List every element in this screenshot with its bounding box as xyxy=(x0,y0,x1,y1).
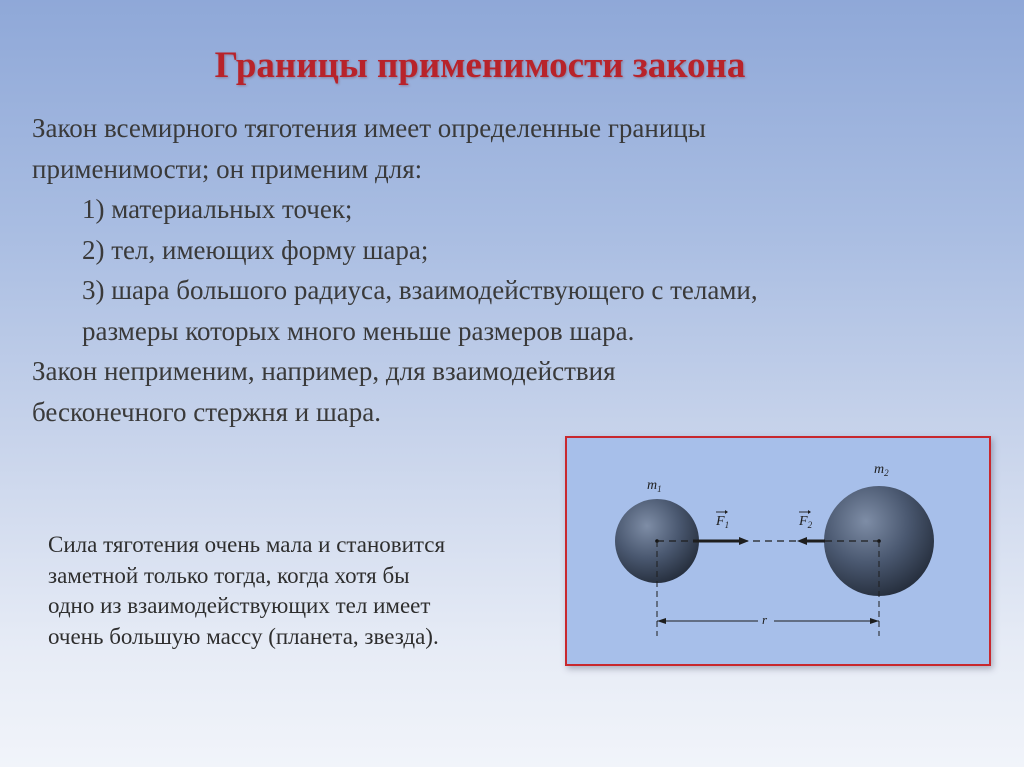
distance-label: r xyxy=(762,612,768,627)
dimension-arrow-left xyxy=(657,618,666,624)
gravity-diagram xyxy=(565,436,991,666)
mass-2-label: $m_2$ xyxy=(874,462,889,478)
note-line-1: Сила тяготения очень мала и становится xyxy=(48,532,446,557)
mass-1-label: $m_1$ xyxy=(647,478,662,494)
force-1-vector-tip xyxy=(725,510,728,514)
slide-title: Границы применимости закона xyxy=(214,45,746,86)
force-2-vector-tip xyxy=(808,510,811,514)
intro-line-2: применимости; он применим для: xyxy=(32,153,423,184)
force-1-label: $F_1$ xyxy=(716,514,730,530)
list-item-1: 1) материальных точек; xyxy=(82,194,353,224)
note-line-3: одно из взаимодействующих тел имеет xyxy=(48,593,431,618)
note-line-4: очень большую массу (планета, звезда). xyxy=(48,623,439,649)
law-description xyxy=(32,108,972,432)
exception-line-2: бесконечного стержня и шара. xyxy=(32,396,381,427)
force-2-label: $F_2$ xyxy=(799,514,813,530)
exception-line-1: Закон неприменим, например, для взаимодействия xyxy=(32,356,616,386)
list-item-3-line-2: размеры которых много меньше размеров шара. xyxy=(82,315,635,346)
force-2-arrowhead xyxy=(797,537,807,545)
note-line-2: заметной только тогда, когда хотя бы xyxy=(48,562,410,588)
dimension-arrow-right xyxy=(870,618,879,624)
gravity-note xyxy=(48,530,558,652)
force-1-arrowhead xyxy=(739,537,749,545)
gravity-diagram-svg xyxy=(567,438,989,664)
list-item-3-line-1: 3) шара большого радиуса, взаимодействующего с телами, xyxy=(82,275,758,305)
list-item-2: 2) тел, имеющих форму шара; xyxy=(82,234,429,265)
intro-line-1: Закон всемирного тяготения имеет определенные границы xyxy=(32,113,706,143)
